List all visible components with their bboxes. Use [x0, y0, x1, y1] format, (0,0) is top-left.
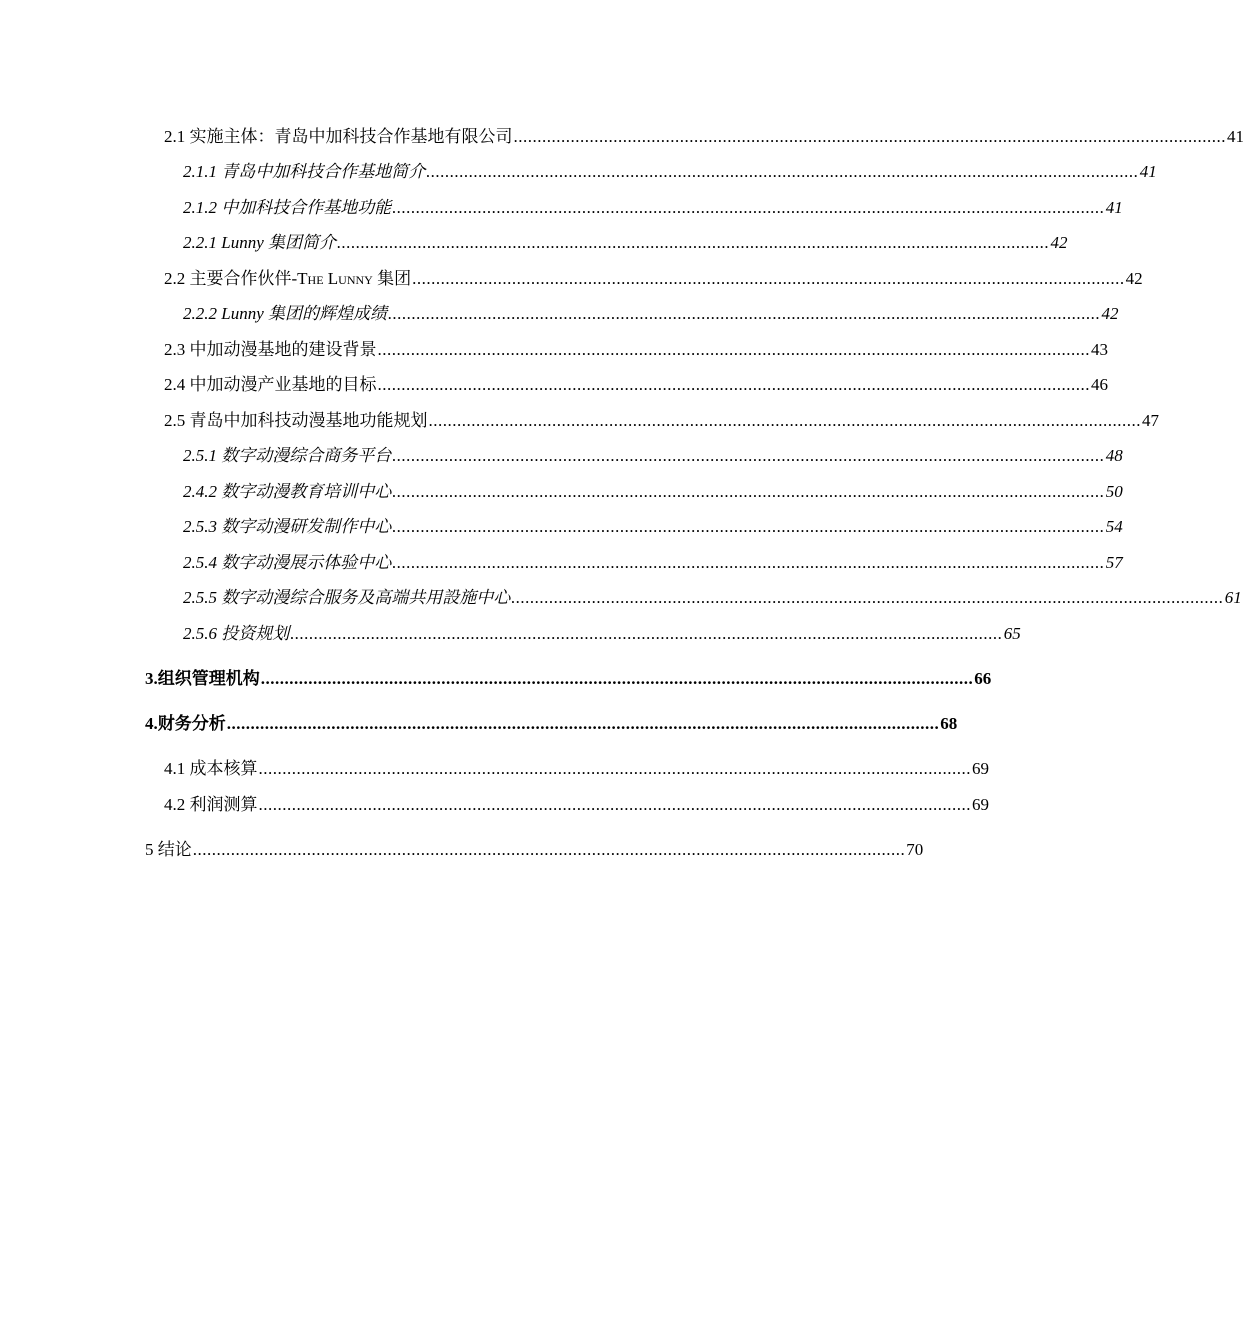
toc-entry-page: 43	[1091, 340, 1108, 359]
toc-leader-dots: ......................................................................................................................................................	[392, 553, 1105, 572]
toc-leader-dots: ......................................................................................................................................................	[513, 127, 1226, 146]
toc-leader-dots: ......................................................................................................................................................	[290, 624, 1003, 643]
toc-leader-dots: ......................................................................................................................................................	[258, 795, 971, 814]
toc-entry[interactable]	[164, 339, 1108, 361]
toc-leader-dots: ......................................................................................................................................................	[392, 517, 1105, 536]
toc-entry-label: 2.5.4 数字动漫展示体验中心	[183, 553, 392, 572]
toc-leader-dots: ......................................................................................................................................................	[511, 588, 1224, 607]
toc-entry[interactable]	[183, 516, 1123, 538]
toc-leader-dots: ......................................................................................................................................................	[388, 304, 1101, 323]
toc-entry-page: 54	[1105, 517, 1123, 536]
toc-entry[interactable]	[183, 232, 1068, 254]
toc-entry[interactable]	[145, 713, 958, 735]
toc-leader-dots: ......................................................................................................................................................	[392, 482, 1105, 501]
toc-entry[interactable]	[183, 197, 1123, 219]
toc-entry-page: 69	[972, 759, 989, 778]
toc-leader-dots: ......................................................................................................................................................	[377, 375, 1090, 394]
toc-leader-dots: ......................................................................................................................................................	[377, 340, 1090, 359]
toc-entry-label: 2.5.6 投资规划	[183, 624, 290, 643]
toc-entry-page: 41	[1139, 162, 1157, 181]
toc-leader-dots: ......................................................................................................................................................	[428, 411, 1141, 430]
toc-entry-label: 2.5 青岛中加科技动漫基地功能规划	[164, 411, 428, 430]
toc-leader-dots: ......................................................................................................................................................	[392, 446, 1105, 465]
toc-entry[interactable]	[164, 758, 989, 780]
toc-leader-dots: ......................................................................................................................................................	[392, 198, 1105, 217]
toc-leader-dots: ......................................................................................................................................................	[192, 840, 906, 859]
toc-entry-page: 42	[1125, 269, 1143, 288]
toc-entry-page: 66	[974, 669, 992, 688]
toc-entry-page: 47	[1142, 411, 1159, 430]
toc-entry-page: 65	[1003, 624, 1021, 643]
toc-entry[interactable]	[183, 445, 1123, 467]
toc-entry[interactable]	[145, 668, 992, 690]
toc-entry-label: 2.1.1 青岛中加科技合作基地简介	[183, 162, 426, 181]
toc-leader-dots: ......................................................................................................................................................	[260, 669, 974, 688]
toc-entry-label: 2.2.2 Lunny 集团的辉煌成绩	[183, 304, 387, 323]
toc-entry-page: 42	[1101, 304, 1119, 323]
toc-entry-label: 2.5.3 数字动漫研发制作中心	[183, 517, 392, 536]
toc-entry-label: 4.财务分析	[145, 714, 226, 733]
toc-entry-page: 61	[1224, 588, 1242, 607]
toc-entry[interactable]	[183, 481, 1123, 503]
toc-entry-page: 48	[1105, 446, 1123, 465]
toc-entry-page: 46	[1091, 375, 1108, 394]
toc-entry-label: 2.5.1 数字动漫综合商务平台	[183, 446, 392, 465]
toc-entry-label: 2.4.2 数字动漫教育培训中心	[183, 482, 392, 501]
toc-entry-page: 41	[1105, 198, 1123, 217]
toc-entry-page: 57	[1105, 553, 1123, 572]
toc-entry[interactable]	[183, 587, 1242, 609]
toc-entry[interactable]	[183, 303, 1119, 325]
toc-entry[interactable]	[183, 161, 1157, 183]
toc-entry-page: 42	[1050, 233, 1068, 252]
toc-entry-label: 4.2 利润测算	[164, 795, 258, 814]
toc-entry[interactable]	[164, 374, 1108, 396]
toc-entry-page: 41	[1227, 127, 1244, 146]
toc-entry[interactable]	[183, 552, 1123, 574]
toc-leader-dots: ......................................................................................................................................................	[412, 269, 1125, 288]
toc-entry-label: 4.1 成本核算	[164, 759, 258, 778]
toc-entry-page: 69	[972, 795, 989, 814]
toc-entry-page: 68	[940, 714, 958, 733]
toc-entry-label: 2.1.2 中加科技合作基地功能	[183, 198, 392, 217]
toc-entry-label: 2.5.5 数字动漫综合服务及高端共用設施中心	[183, 588, 511, 607]
toc-leader-dots: ......................................................................................................................................................	[226, 714, 940, 733]
toc-entry-label: 2.2 主要合作伙伴-The Lunny 集团	[164, 269, 412, 288]
toc-entry[interactable]	[164, 268, 1143, 290]
toc-entry[interactable]	[164, 794, 989, 816]
toc-entry-label: 2.1 实施主体：青岛中加科技合作基地有限公司	[164, 127, 513, 146]
toc-entry[interactable]	[183, 623, 1021, 645]
toc-entry-label: 2.4 中加动漫产业基地的目标	[164, 375, 377, 394]
toc-entry-label: 2.3 中加动漫基地的建设背景	[164, 340, 377, 359]
toc-leader-dots: ......................................................................................................................................................	[258, 759, 971, 778]
toc-leader-dots: ......................................................................................................................................................	[337, 233, 1050, 252]
toc-leader-dots: ......................................................................................................................................................	[426, 162, 1139, 181]
toc-entry-label: 2.2.1 Lunny 集团简介	[183, 233, 336, 252]
toc-entry-label: 5 结论	[145, 840, 192, 859]
toc-entry[interactable]	[164, 126, 1244, 148]
toc-entry-page: 70	[906, 840, 924, 859]
toc-entry-label: 3.组织管理机构	[145, 669, 260, 688]
toc-entry-page: 50	[1105, 482, 1123, 501]
toc-entry[interactable]	[145, 839, 924, 861]
toc-entry[interactable]	[164, 410, 1159, 432]
